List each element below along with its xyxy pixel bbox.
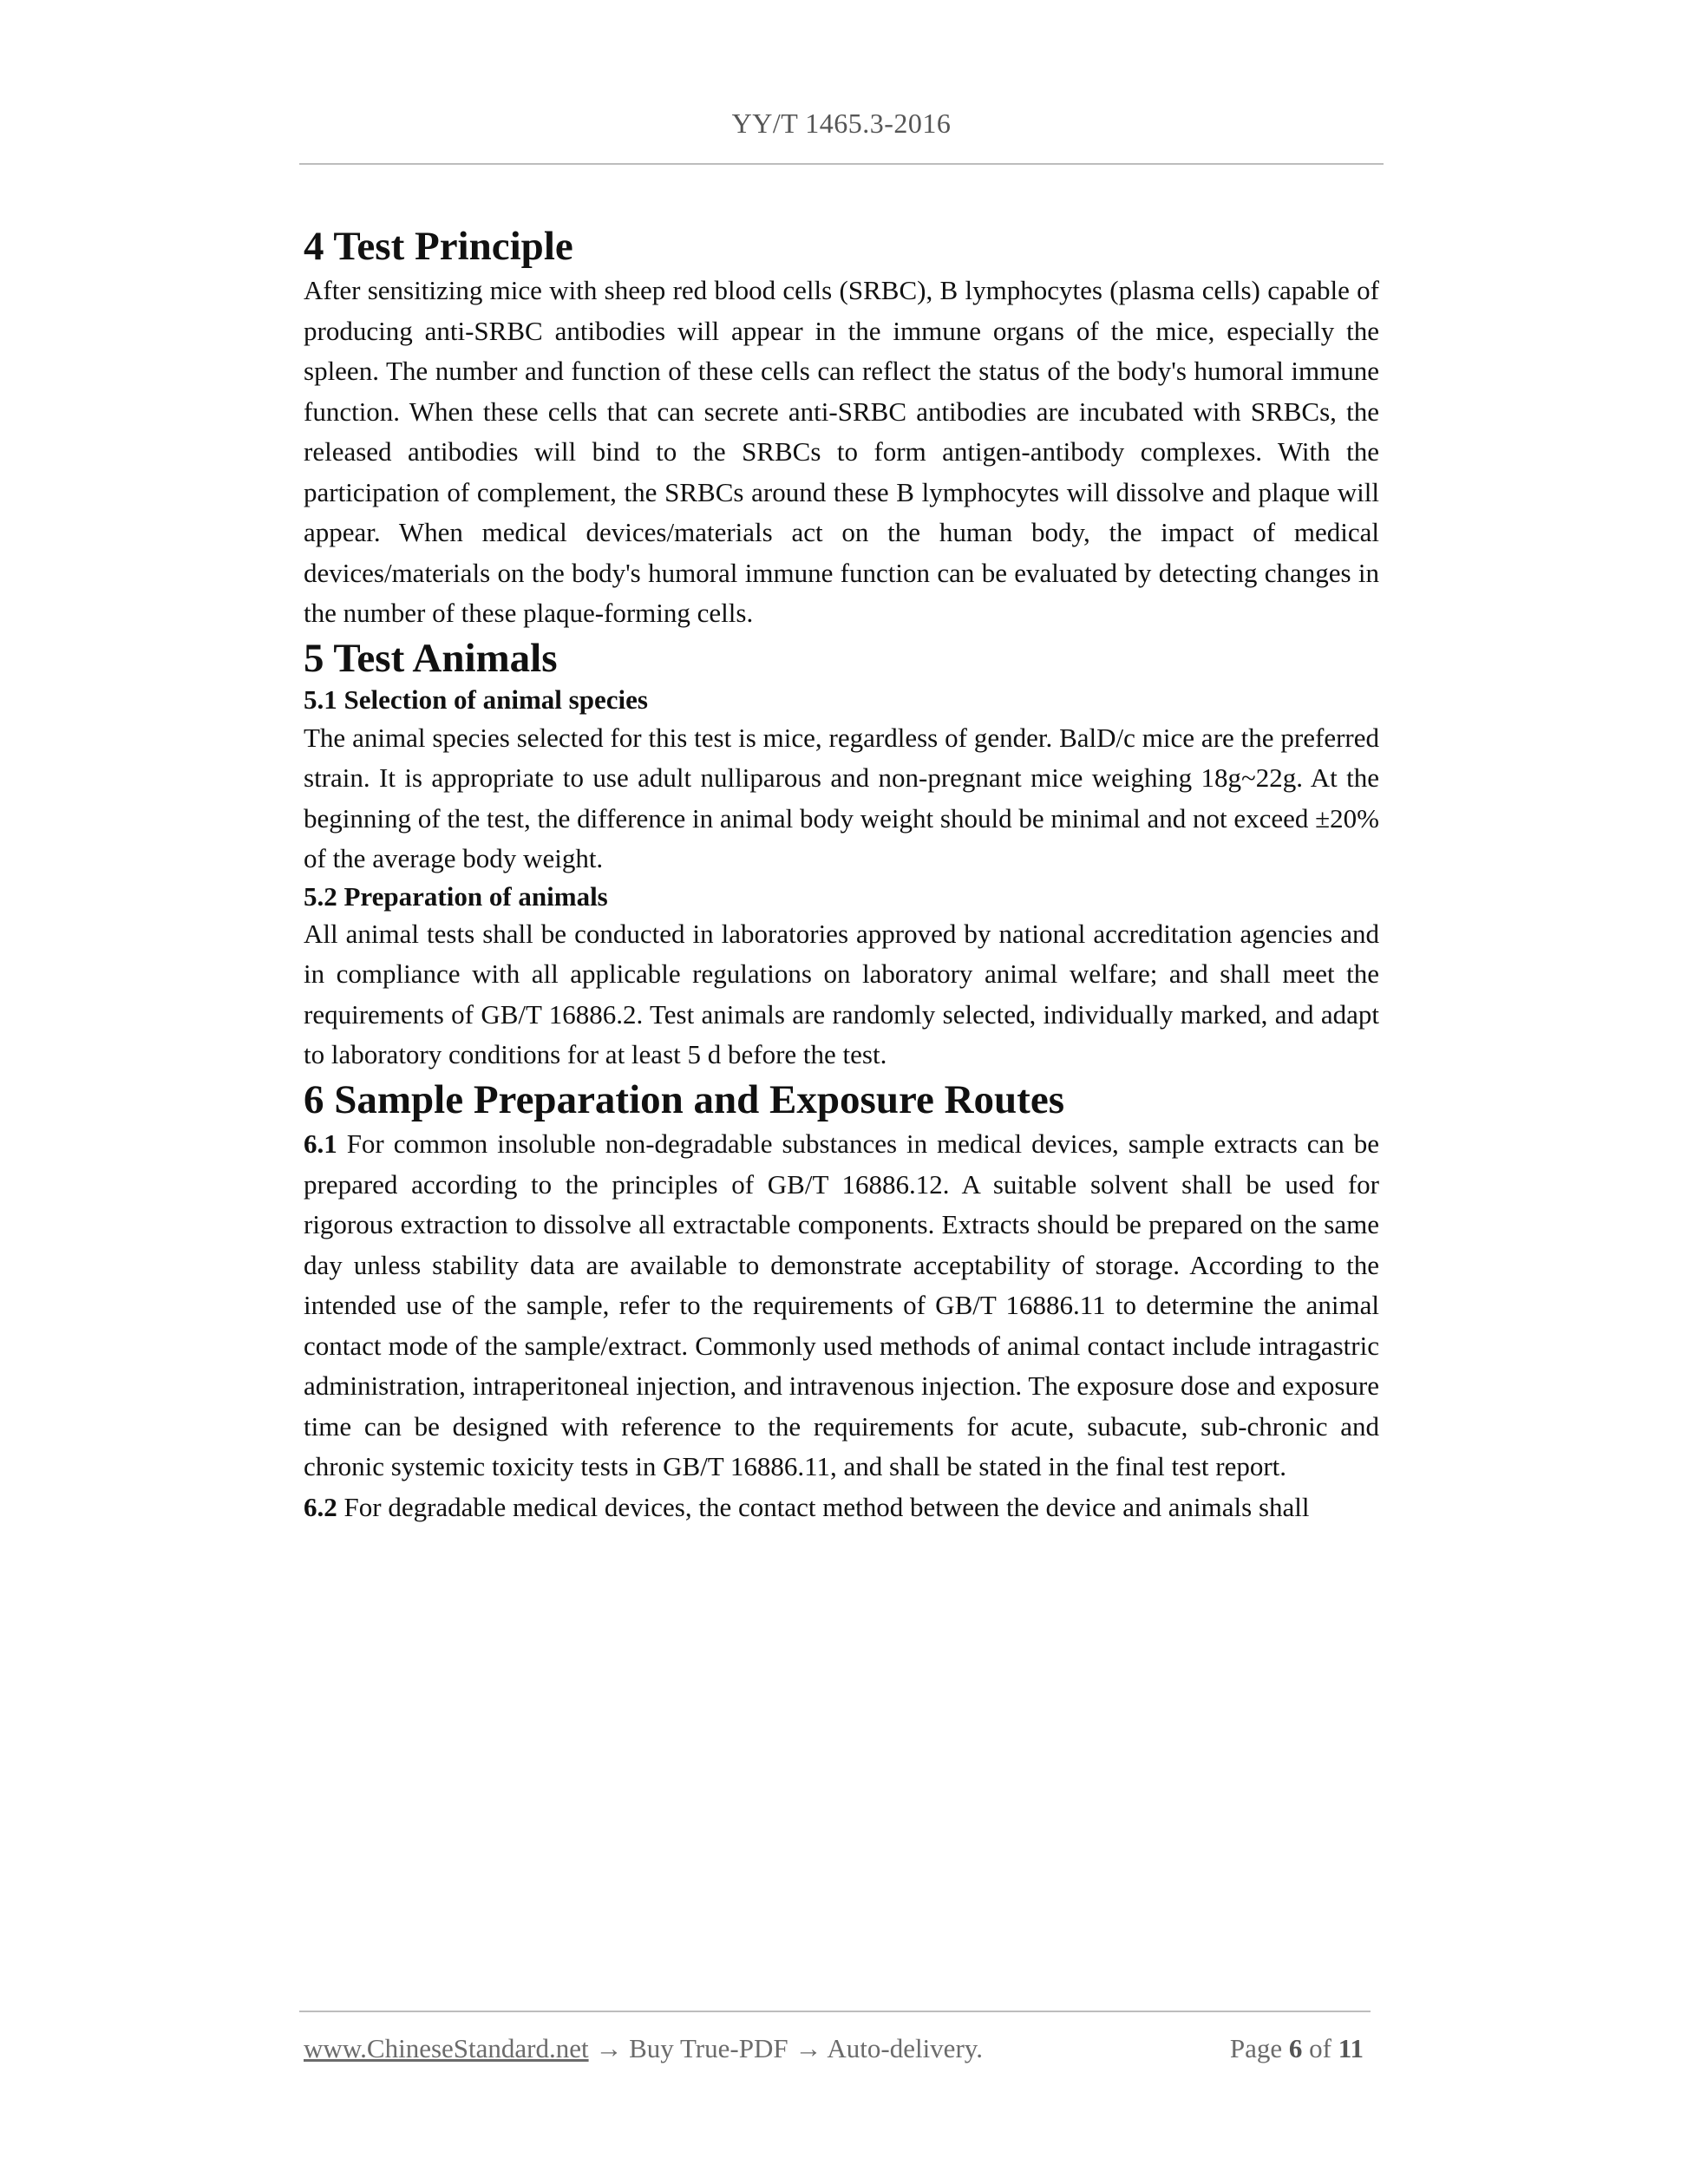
document-id-header: YY/T 1465.3-2016: [731, 108, 952, 139]
subsection-5-2-heading: 5.2 Preparation of animals: [304, 880, 608, 912]
clause-6-1-number: 6.1: [304, 1128, 337, 1160]
subsection-5-1-heading: 5.1 Selection of animal species: [304, 684, 648, 716]
clause-6-2-text: For degradable medical devices, the contact method between the device and animals shall: [337, 1491, 1310, 1522]
header-divider: [299, 163, 1384, 165]
page-of-label: of: [1302, 2033, 1338, 2063]
page-content: [304, 222, 1379, 1527]
subsection-5-2-paragraph: All animal tests shall be conducted in laboratories approved by national accreditation agencies and in compliance with all applicable regulations on laboratory animal welfare; and shall meet the requirements of GB/T 16886.2. Test animals are randomly selected, individually marked, and adapt to laboratory conditions for at least 5 d before the test.: [304, 918, 1379, 1070]
section-5-heading: 5 Test Animals: [304, 635, 558, 681]
clause-6-2-paragraph: [304, 1488, 1379, 1528]
current-page-number: 6: [1288, 2033, 1303, 2063]
page-indicator: [1230, 2033, 1364, 2064]
total-page-number: 11: [1338, 2033, 1364, 2063]
page-footer: [304, 2033, 1371, 2071]
footer-promo-text: → Buy True-PDF → Auto-delivery.: [588, 2033, 983, 2063]
page-label: Page: [1229, 2033, 1289, 2063]
section-4-heading: 4 Test Principle: [304, 224, 573, 269]
footer-promo: [304, 2033, 983, 2064]
subsection-5-1-paragraph: The animal species selected for this test is mice, regardless of gender. BalD/c mice are the preferred strain. It is appropriate to use adult nulliparous and non-pregnant mice weighing 18g~22g. At the beginning of the test, the difference in animal body weight should be minimal and not exceed ±20% of the average body weight.: [304, 722, 1379, 874]
clause-6-1-text: For common insoluble non-degradable substances in medical devices, sample extracts can be prepared according to the principles of GB/T 16886.12. A suitable solvent shall be used for rigorous extraction to dissolve all extractable components. Extracts should be prepared on the same day unless stability data are available to demonstrate acceptability of storage. According to the intended use of the sample, refer to the requirements of GB/T 16886.11 to determine the animal contact mode of the sample/extract. Commonly used methods of animal contact include intragastric administration, intraperitoneal injection, and intravenous injection. The exposure dose and exposure time can be designed with reference to the requirements for acute, subacute, sub-chronic and chronic systemic toxicity tests in GB/T 16886.11, and shall be stated in the final test report.: [304, 1128, 1379, 1482]
clause-6-1-paragraph: [304, 1124, 1379, 1488]
section-4-paragraph: After sensitizing mice with sheep red blood cells (SRBC), B lymphocytes (plasma cells) capable of producing anti-SRBC antibodies will appear in the immune organs of the mice, especially the spleen. The number and function of these cells can reflect the status of the body's humoral immune function. When these cells that can secrete anti-SRBC antibodies are incubated with SRBCs, the released antibodies will bind to the SRBCs to form antigen-antibody complexes. With the participation of complement, the SRBCs around these B lymphocytes will dissolve and plaque will appear. When medical devices/materials act on the human body, the impact of medical devices/materials on the body's humoral immune function can be evaluated by detecting changes in the number of these plaque-forming cells.: [304, 275, 1379, 629]
footer-divider: [299, 2011, 1371, 2012]
clause-6-2-number: 6.2: [304, 1491, 337, 1522]
chinese-standard-link[interactable]: www.ChineseStandard.net: [304, 2033, 589, 2063]
section-6-heading: 6 Sample Preparation and Exposure Routes: [304, 1076, 1064, 1122]
